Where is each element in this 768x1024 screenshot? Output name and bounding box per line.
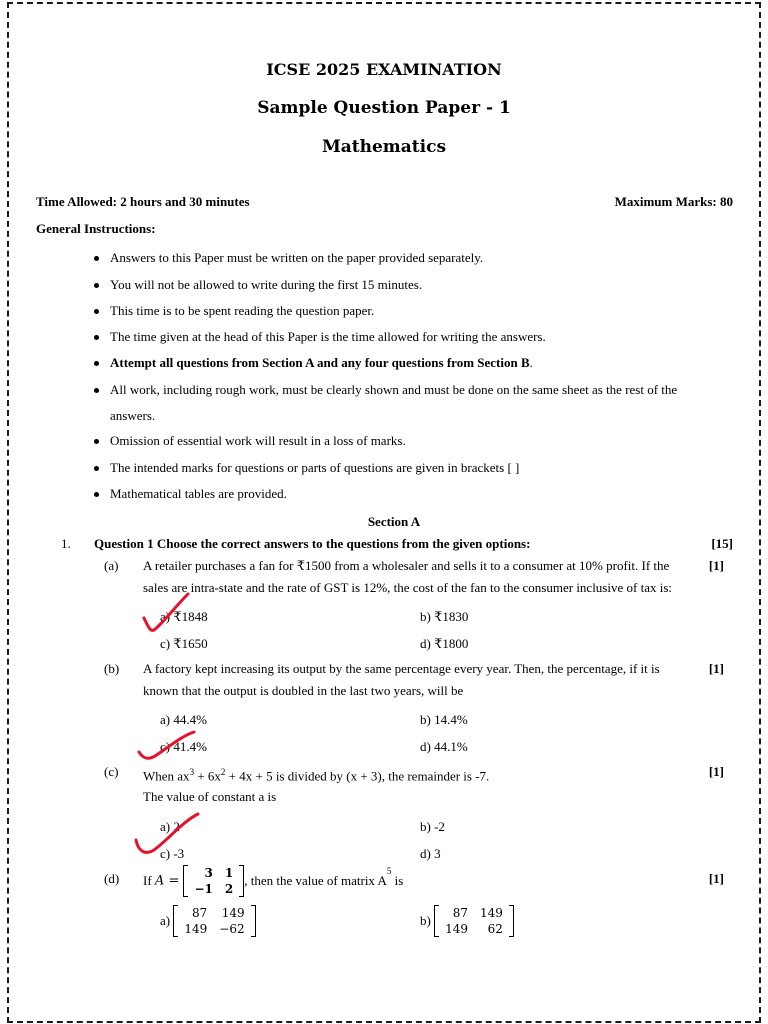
option-a-matrix (160, 905, 256, 937)
checkmark-icon (136, 728, 200, 764)
max-marks: Maximum Marks: 80 (614, 194, 733, 209)
text-part: + 4x + 5 is divided by (x + 3), the remainder is -7. (225, 768, 490, 784)
exponent: 3 (189, 767, 195, 777)
option-b: b) -2 (420, 819, 445, 834)
matrix-variable: A (154, 873, 165, 889)
matrix-cell: 87 (191, 906, 208, 920)
instructions-heading: General Instructions: (36, 221, 156, 236)
option-c: c) ₹1650 (160, 636, 208, 651)
instruction-item: Omission of essential work will result in a loss of marks. (110, 433, 406, 448)
question-text-line (143, 767, 489, 784)
matrix-A (183, 865, 244, 897)
instruction-item-bold: Attempt all questions from Section A and any four questions from Section B. (110, 355, 533, 370)
exponent: 2 (220, 767, 226, 777)
question-text-line: The value of constant a is (143, 789, 277, 804)
matrix-option-a (173, 905, 255, 937)
subquestion-label: (b) (104, 661, 120, 676)
text-part: When ax (143, 768, 190, 784)
matrix-cell: 1 (224, 866, 234, 880)
instruction-item: The time given at the head of this Paper is the time allowed for writing the answers. (110, 329, 546, 344)
subquestion-label: (c) (104, 764, 119, 779)
equals-sign: = (164, 873, 184, 889)
matrix-option-b (434, 905, 514, 937)
matrix-cell: 149 (445, 922, 468, 936)
question-number: 1. (61, 536, 71, 551)
exam-title: ICSE 2025 EXAMINATION (266, 60, 502, 79)
question-text-line: A retailer purchases a fan for ₹1500 from a wholesaler and sells it to a consumer at 10% profit. If the (143, 558, 670, 573)
question-marks: [15] (711, 536, 733, 551)
bullet (94, 466, 99, 471)
option-c: c) -3 (160, 846, 185, 861)
question-text-line: known that the output is doubled in the last two years, will be (143, 683, 464, 698)
bullet (94, 439, 99, 444)
subquestion-label: (d) (104, 871, 120, 886)
subject-title: Mathematics (321, 137, 447, 157)
bullet (94, 361, 99, 366)
paper-title: Sample Question Paper - 1 (257, 98, 511, 118)
instruction-bold-text: Attempt all questions from Section A and any four questions from Section B (110, 355, 530, 370)
exponent: 5 (386, 865, 392, 876)
subquestion-marks: [1] (708, 764, 724, 779)
bullet (94, 492, 99, 497)
text-part: is (391, 873, 404, 888)
option-b-matrix (420, 905, 514, 937)
section-title: Section A (367, 514, 421, 529)
instruction-item-continued: answers. (110, 408, 156, 423)
text-part: If (143, 873, 155, 888)
option-b: b) 14.4% (420, 712, 468, 727)
instruction-item: All work, including rough work, must be clearly shown and must be done on the same sheet as the rest of the (110, 382, 678, 397)
option-b: b) ₹1830 (420, 609, 469, 624)
option-a: a) ₹1848 (160, 609, 208, 624)
time-allowed: Time Allowed: 2 hours and 30 minutes (36, 194, 250, 209)
matrix-question (143, 865, 403, 897)
option-a: a) 2 (160, 819, 180, 834)
question-text-line: sales are intra-state and the rate of GST is 12%, the cost of the fan to the consumer inclusive of tax is: (143, 580, 672, 595)
bullet (94, 335, 99, 340)
matrix-cell: 3 (204, 866, 213, 880)
bullet (94, 388, 99, 393)
matrix-cell: −62 (219, 922, 245, 936)
subquestion-marks: [1] (708, 661, 724, 676)
option-d: d) 3 (420, 846, 441, 861)
matrix-cell: 149 (184, 922, 208, 936)
text-part: , then the value of matrix A (244, 873, 387, 888)
subquestion-marks: [1] (708, 871, 724, 886)
instruction-item: This time is to be spent reading the question paper. (110, 303, 375, 318)
option-label: b) (420, 913, 431, 928)
option-d: d) ₹1800 (420, 636, 469, 651)
text-part: + 6x (194, 768, 221, 784)
matrix-cell: 2 (224, 882, 234, 896)
matrix-cell: 62 (487, 922, 503, 936)
option-c: c) 41.4% (160, 739, 207, 754)
instruction-item: You will not be allowed to write during the first 15 minutes. (110, 277, 423, 292)
instruction-item: The intended marks for questions or parts of questions are given in brackets [ ] (110, 460, 520, 475)
option-label: a) (160, 913, 171, 928)
bullet (94, 256, 99, 261)
matrix-cell: 149 (221, 906, 245, 920)
subquestion-marks: [1] (708, 558, 724, 573)
instruction-item: Mathematical tables are provided. (110, 486, 287, 501)
instruction-item: Answers to this Paper must be written on the paper provided separately. (110, 250, 484, 265)
option-a: a) 44.4% (160, 712, 207, 727)
question-heading: Question 1 Choose the correct answers to the questions from the given options: (94, 536, 531, 551)
bullet (94, 309, 99, 314)
matrix-cell: 87 (452, 906, 468, 920)
matrix-cell: −1 (194, 882, 213, 896)
bullet (94, 283, 99, 288)
option-d: d) 44.1% (420, 739, 468, 754)
subquestion-label: (a) (104, 558, 119, 573)
matrix-cell: 149 (480, 906, 503, 920)
checkmark-icon (132, 810, 202, 860)
checkmark-icon (138, 590, 198, 640)
question-text-line: A factory kept increasing its output by the same percentage every year. Then, the percentage, if it is (143, 661, 660, 676)
